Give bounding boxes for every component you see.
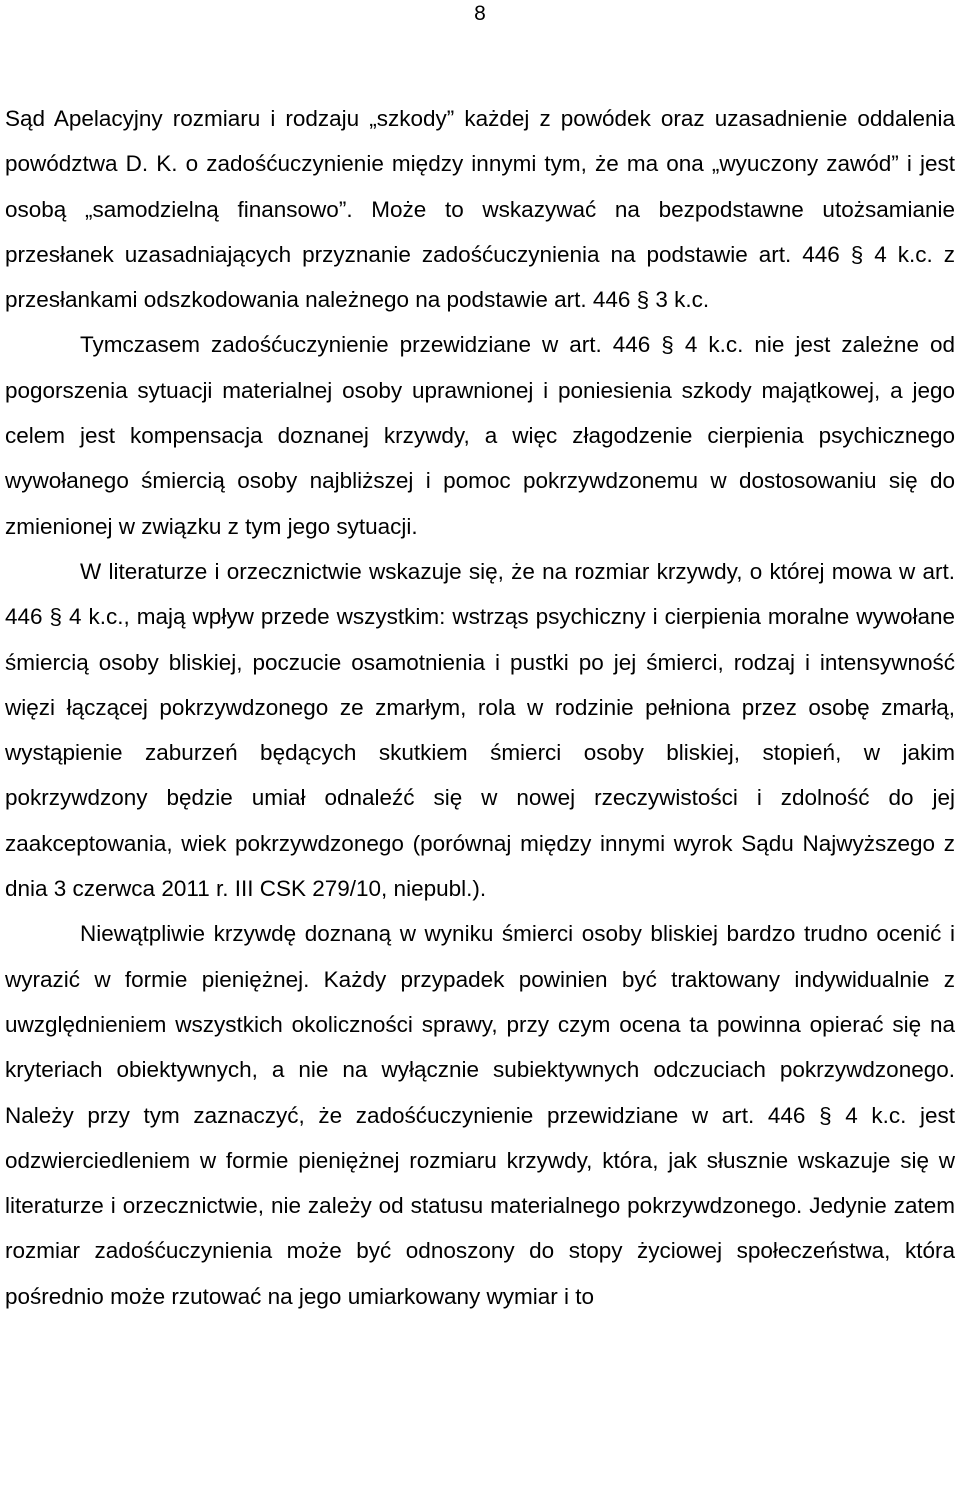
paragraph-1: Sąd Apelacyjny rozmiaru i rodzaju „szkody” każdej z powódek oraz uzasadnienie oddalenia powództwa D. K. o zadośćuczynienie między innymi tym, że ma ona „wyuczony zawód” i jest osobą „samodzielną finansowo”. Może to wskazywać na bezpodstawne utożsamianie przesłanek uzasadniających przyznanie zadośćuczynienia na podstawie art. 446 § 4 k.c. z przesłankami odszkodowania należnego na podstawie art. 446 § 3 k.c. [5, 106, 955, 313]
page-number: 8 [474, 2, 486, 25]
paragraph-2: Tymczasem zadośćuczynienie przewidziane w art. 446 § 4 k.c. nie jest zależne od pogorszenia sytuacji materialnej osoby uprawnionej i poniesienia szkody majątkowej, a jego celem jest kompensacja doznanej krzywdy, a więc złagodzenie cierpienia psychicznego wywołanego śmiercią osoby najbliższej i pomoc pokrzywdzonemu w dostosowaniu się do zmienionej w związku z tym jego sytuacji. [5, 332, 955, 539]
paragraph-4: Niewątpliwie krzywdę doznaną w wyniku śmierci osoby bliskiej bardzo trudno ocenić i wyrazić w formie pieniężnej. Każdy przypadek powinien być traktowany indywidualnie z uwzględnieniem wszystkich okoliczności sprawy, przy czym ocena ta powinna opierać się na kryteriach obiektywnych, a nie na wyłącznie subiektywnych odczuciach pokrzywdzonego. Należy przy tym zaznaczyć, że zadośćuczynienie przewidziane w art. 446 § 4 k.c. jest odzwierciedleniem w formie pieniężnej rozmiaru krzywdy, która, jak słusznie wskazuje się w literaturze i orzecznictwie, nie zależy od statusu materialnego pokrzywdzonego. Jedynie zatem rozmiar zadośćuczynienia może być odnoszony do stopy życiowej społeczeństwa, która pośrednio może rzutować na jego umiarkowany wymiar i to [5, 921, 955, 1309]
paragraph-3: W literaturze i orzecznictwie wskazuje się, że na rozmiar krzywdy, o której mowa w art. 446 § 4 k.c., mają wpływ przede wszystkim: wstrząs psychiczny i cierpienia moralne wywołane śmiercią osoby bliskiej, poczucie osamotnienia i pustki po jej śmierci, rodzaj i intensywność więzi łączącej pokrzywdzonego ze zmarłym, rola w rodzinie pełniona przez osobę zmarłą, wystąpienie zaburzeń będących skutkiem śmierci osoby bliskiej, stopień, w jakim pokrzywdzony będzie umiał odnaleźć się w nowej rzeczywistości i zdolność do jej zaakceptowania, wiek pokrzywdzonego (porównaj między innymi wyrok Sądu Najwyższego z dnia 3 czerwca 2011 r. III CSK 279/10, niepubl.). [5, 558, 955, 902]
document-body [5, 96, 955, 1319]
